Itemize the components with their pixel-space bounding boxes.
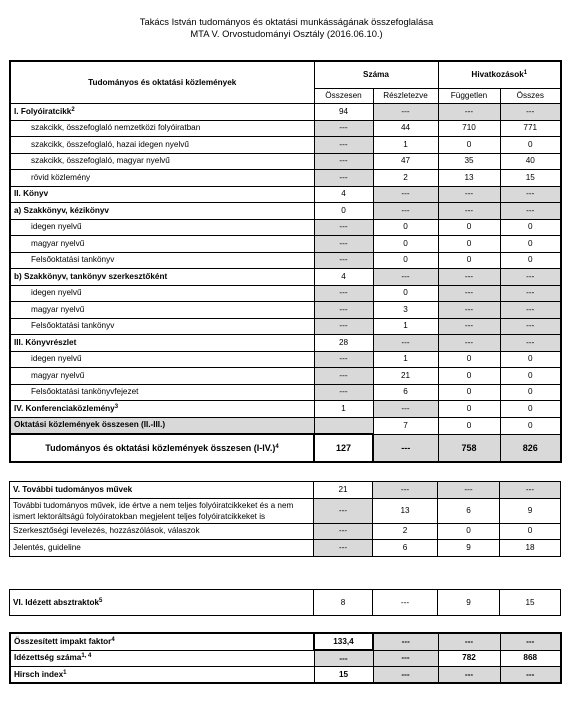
- impact-footnote: 4: [111, 636, 115, 643]
- impact-value: ---: [373, 667, 438, 684]
- header-count: Száma: [314, 61, 438, 89]
- grand-total-row: [10, 434, 561, 462]
- row-value: ---: [438, 186, 500, 203]
- row-label-cell: [10, 186, 314, 203]
- row-label-cell: [10, 120, 314, 137]
- further-works-label: Jelentés, guideline: [13, 542, 81, 552]
- row-label: a) Szakkönyv, kézikönyv: [14, 205, 109, 215]
- row-value: ---: [314, 368, 373, 385]
- row-label: idegen nyelvű: [31, 222, 82, 232]
- further-works-value: ---: [373, 482, 438, 499]
- further-works-table: [9, 481, 561, 557]
- row-label: b) Szakkönyv, tankönyv szerkesztőként: [14, 271, 168, 281]
- table-row: [10, 269, 561, 286]
- row-label: I. Folyóiratcikk: [14, 106, 72, 116]
- row-value: 0: [438, 401, 500, 418]
- impact-label-cell: [10, 650, 314, 667]
- row-label: szakcikk, összefoglaló nemzetközi folyóiratban: [31, 123, 201, 133]
- table-row: [10, 302, 561, 319]
- row-value: ---: [314, 236, 373, 253]
- row-value: ---: [314, 170, 373, 187]
- further-works-label-cell: [10, 523, 314, 540]
- header-citations-label: Hivatkozások: [471, 70, 524, 79]
- impact-value: 133,4: [314, 633, 373, 650]
- further-works-value: 2: [373, 523, 438, 540]
- further-works-value: ---: [314, 523, 373, 540]
- row-value: 1: [373, 137, 438, 154]
- header-citations: [438, 61, 561, 89]
- row-value: 0: [438, 236, 500, 253]
- row-value: 0: [438, 368, 500, 385]
- row-label: magyar nyelvű: [31, 238, 85, 248]
- row-label: rövid közlemény: [31, 172, 91, 182]
- impact-table: [9, 632, 562, 684]
- further-works-label: Szerkesztőségi levelezés, hozzászólások, válaszok: [13, 526, 200, 536]
- row-label: idegen nyelvű: [31, 354, 82, 364]
- row-value: ---: [500, 335, 561, 352]
- row-value: ---: [500, 104, 561, 121]
- cited-abstracts-label: VI. Idézett absztraktok: [13, 597, 99, 607]
- row-value: ---: [373, 104, 438, 121]
- further-works-label-cell: [10, 498, 314, 523]
- row-label: Oktatási közlemények összesen (II.-III.): [14, 420, 166, 430]
- impact-value: 782: [438, 650, 500, 667]
- row-value: ---: [373, 269, 438, 286]
- header-publications: Tudományos és oktatási közlemények: [10, 61, 314, 104]
- further-works-value: 13: [373, 498, 438, 523]
- row-label-cell: [10, 351, 314, 368]
- subheader-total: Összesen: [314, 89, 373, 104]
- table-row: [10, 120, 561, 137]
- row-value: ---: [438, 335, 500, 352]
- row-value: 0: [500, 401, 561, 418]
- row-value: ---: [314, 351, 373, 368]
- row-value: ---: [373, 401, 438, 418]
- cited-abstracts-value: 9: [438, 590, 500, 616]
- row-value: 1: [314, 401, 373, 418]
- row-value: 0: [438, 417, 500, 434]
- row-value: ---: [314, 153, 373, 170]
- grand-total-value: 758: [438, 434, 500, 462]
- row-value: 0: [373, 252, 438, 269]
- impact-label: Összesített impakt faktor: [14, 636, 112, 646]
- row-label: Felsőoktatási tankönyvfejezet: [31, 387, 139, 397]
- table-row: [10, 137, 561, 154]
- row-value: ---: [438, 285, 500, 302]
- row-value: ---: [314, 318, 373, 335]
- row-label: IV. Konferenciaközlemény: [14, 403, 115, 413]
- row-value: ---: [314, 285, 373, 302]
- row-label: Felsőoktatási tankönyv: [31, 321, 115, 331]
- grand-total-footnote: 4: [275, 444, 279, 450]
- row-label-cell: [10, 219, 314, 236]
- row-label-cell: [10, 401, 314, 418]
- table-row: [10, 368, 561, 385]
- row-value: ---: [500, 186, 561, 203]
- row-label-cell: [10, 318, 314, 335]
- row-value: 4: [314, 269, 373, 286]
- row-value: 15: [500, 170, 561, 187]
- impact-value: ---: [438, 633, 500, 650]
- row-value: 771: [500, 120, 561, 137]
- further-works-value: ---: [314, 540, 373, 557]
- impact-label: Hirsch index: [14, 669, 64, 679]
- row-value: 21: [373, 368, 438, 385]
- table-row: [10, 104, 561, 121]
- row-value: ---: [314, 252, 373, 269]
- row-label: magyar nyelvű: [31, 370, 85, 380]
- further-works-value: 6: [438, 498, 500, 523]
- row-label: szakcikk, összefoglaló, magyar nyelvű: [31, 156, 170, 166]
- row-value: ---: [438, 269, 500, 286]
- row-label-cell: [10, 269, 314, 286]
- further-works-row: [10, 498, 561, 523]
- further-works-value: ---: [314, 498, 373, 523]
- impact-value: ---: [314, 650, 373, 667]
- row-value: 0: [373, 285, 438, 302]
- row-value: 0: [500, 252, 561, 269]
- row-label-cell: [10, 368, 314, 385]
- table-row: [10, 186, 561, 203]
- further-works-row: [10, 540, 561, 557]
- table-row: [10, 417, 561, 434]
- subheader-all: Összes: [500, 89, 561, 104]
- row-value: ---: [500, 203, 561, 220]
- grand-total-label: Tudományos és oktatási közlemények összesen (I-IV.): [45, 443, 276, 453]
- row-value: 710: [438, 120, 500, 137]
- row-value: ---: [438, 203, 500, 220]
- row-value: 94: [314, 104, 373, 121]
- row-value: 0: [438, 219, 500, 236]
- impact-value: 868: [500, 650, 561, 667]
- row-label-cell: [10, 104, 314, 121]
- publications-table: [9, 60, 562, 463]
- row-value: 0: [500, 236, 561, 253]
- row-value: 0: [438, 137, 500, 154]
- further-works-value: 18: [500, 540, 561, 557]
- row-footnote: 2: [71, 106, 75, 113]
- document-subtitle: MTA V. Orvostudományi Osztály (2016.06.10.): [190, 28, 383, 39]
- row-value: 13: [438, 170, 500, 187]
- grand-total-label-cell: [10, 434, 314, 462]
- further-works-value: ---: [438, 482, 500, 499]
- further-works-value: 9: [500, 498, 561, 523]
- further-works-label: További tudományos művek, ide értve a nem teljes folyóiratcikkeket és a nem ismert lektoráltságú folyóiratokban megjelent teljes folyóiratcikkeket is: [13, 500, 294, 521]
- row-value: ---: [373, 186, 438, 203]
- table-row: [10, 252, 561, 269]
- row-value: [314, 417, 373, 434]
- further-works-label-cell: [10, 482, 314, 499]
- row-value: 4: [314, 186, 373, 203]
- row-value: 3: [373, 302, 438, 319]
- table-row: [10, 170, 561, 187]
- row-label-cell: [10, 252, 314, 269]
- row-value: 0: [500, 417, 561, 434]
- row-label-cell: [10, 302, 314, 319]
- row-value: ---: [373, 335, 438, 352]
- row-value: 2: [373, 170, 438, 187]
- cited-abstracts-value: 8: [314, 590, 373, 616]
- subheader-independent: Független: [438, 89, 500, 104]
- impact-footnote: 1: [63, 669, 67, 676]
- impact-row: [10, 650, 561, 667]
- row-label-cell: [10, 137, 314, 154]
- row-label-cell: [10, 417, 314, 434]
- row-label: Felsőoktatási tankönyv: [31, 255, 115, 265]
- table-row: [10, 219, 561, 236]
- row-value: ---: [314, 219, 373, 236]
- cited-abstracts-footnote: 5: [99, 597, 103, 604]
- subheader-detailed: Részletezve: [373, 89, 438, 104]
- table-row: [10, 236, 561, 253]
- further-works-value: ---: [500, 482, 561, 499]
- row-value: 0: [500, 219, 561, 236]
- row-value: ---: [500, 269, 561, 286]
- row-value: ---: [314, 137, 373, 154]
- impact-row: [10, 667, 561, 684]
- row-label-cell: [10, 236, 314, 253]
- row-value: 1: [373, 318, 438, 335]
- row-value: ---: [500, 285, 561, 302]
- row-label-cell: [10, 170, 314, 187]
- further-works-value: 21: [314, 482, 373, 499]
- row-value: 35: [438, 153, 500, 170]
- cited-abstracts-value: 15: [500, 590, 561, 616]
- row-value: 0: [438, 351, 500, 368]
- table-row: [10, 203, 561, 220]
- table-row: [10, 351, 561, 368]
- row-value: ---: [438, 104, 500, 121]
- row-value: 0: [500, 368, 561, 385]
- cited-abstracts-row: [10, 590, 561, 616]
- row-footnote: 3: [114, 403, 119, 410]
- row-value: ---: [500, 318, 561, 335]
- header-citations-sup: 1: [523, 70, 528, 76]
- impact-footnote: 1, 4: [81, 653, 92, 660]
- cited-abstracts-value: ---: [373, 590, 438, 616]
- row-value: 0: [438, 252, 500, 269]
- row-value: 0: [314, 203, 373, 220]
- further-works-label: V. További tudományos művek: [13, 484, 133, 494]
- further-works-value: 6: [373, 540, 438, 557]
- row-value: 7: [373, 417, 438, 434]
- table-row: [10, 384, 561, 401]
- table-row: [10, 285, 561, 302]
- grand-total-value: 127: [314, 434, 373, 462]
- grand-total-value: ---: [373, 434, 438, 462]
- row-value: 40: [500, 153, 561, 170]
- row-value: ---: [438, 318, 500, 335]
- grand-total-value: 826: [500, 434, 561, 462]
- row-label-cell: [10, 384, 314, 401]
- row-value: 0: [500, 137, 561, 154]
- row-label: magyar nyelvű: [31, 304, 85, 314]
- impact-row: [10, 633, 561, 650]
- row-value: ---: [314, 120, 373, 137]
- further-works-row: [10, 482, 561, 499]
- impact-value: ---: [438, 667, 500, 684]
- row-value: 44: [373, 120, 438, 137]
- table-row: [10, 153, 561, 170]
- row-label-cell: [10, 153, 314, 170]
- table-row: [10, 318, 561, 335]
- row-value: ---: [314, 384, 373, 401]
- impact-value: ---: [500, 633, 561, 650]
- row-value: 0: [500, 351, 561, 368]
- impact-label-cell: [10, 633, 314, 650]
- further-works-row: [10, 523, 561, 540]
- impact-value: ---: [500, 667, 561, 684]
- row-label-cell: [10, 203, 314, 220]
- row-label-cell: [10, 285, 314, 302]
- further-works-value: 0: [438, 523, 500, 540]
- row-value: 47: [373, 153, 438, 170]
- row-label: szakcikk, összefoglaló, hazai idegen nyelvű: [31, 139, 189, 149]
- document-title: Takács István tudományos és oktatási munkásságának összefoglalása: [139, 16, 434, 27]
- row-value: 0: [373, 219, 438, 236]
- row-value: 0: [500, 384, 561, 401]
- row-label-cell: [10, 335, 314, 352]
- table-row: [10, 401, 561, 418]
- impact-value: ---: [373, 650, 438, 667]
- row-label: II. Könyv: [14, 189, 49, 199]
- further-works-label-cell: [10, 540, 314, 557]
- further-works-value: 9: [438, 540, 500, 557]
- row-value: ---: [438, 302, 500, 319]
- row-label: idegen nyelvű: [31, 288, 82, 298]
- table-row: [10, 335, 561, 352]
- row-value: ---: [373, 203, 438, 220]
- row-value: 0: [373, 236, 438, 253]
- row-value: 0: [438, 384, 500, 401]
- table-header-row: [10, 61, 561, 89]
- impact-value: ---: [373, 633, 438, 650]
- row-value: ---: [314, 302, 373, 319]
- row-value: ---: [500, 302, 561, 319]
- impact-value: 15: [314, 667, 373, 684]
- further-works-value: 0: [500, 523, 561, 540]
- row-value: 28: [314, 335, 373, 352]
- cited-abstracts-table: [9, 589, 561, 616]
- impact-label: Idézettség száma: [14, 653, 82, 663]
- cited-abstracts-label-cell: [10, 590, 314, 616]
- row-value: 1: [373, 351, 438, 368]
- impact-label-cell: [10, 667, 314, 684]
- row-value: 6: [373, 384, 438, 401]
- row-label: III. Könyvrészlet: [14, 337, 77, 347]
